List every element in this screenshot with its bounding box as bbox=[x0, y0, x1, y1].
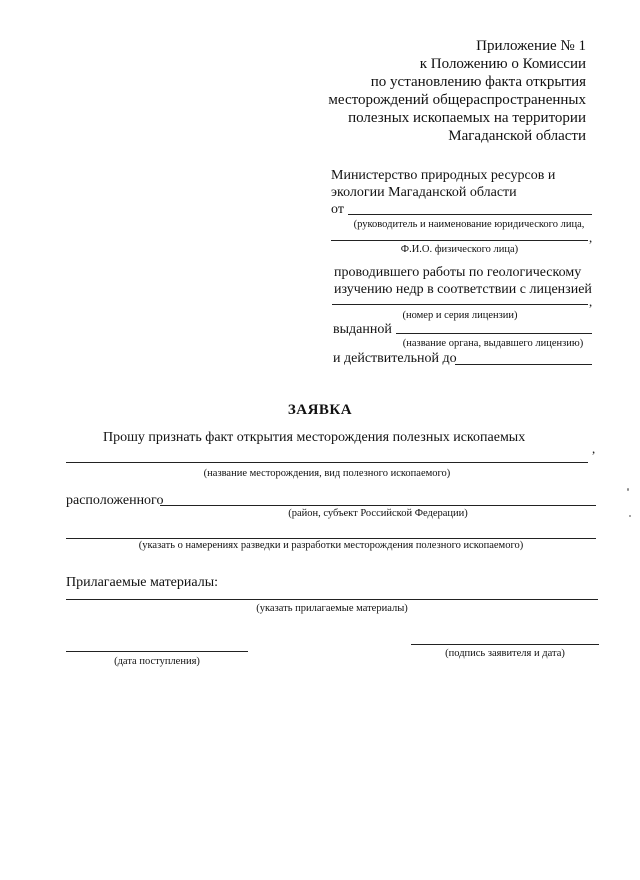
caption-legal-entity: (руководитель и наименование юридического лица, bbox=[353, 219, 585, 230]
issued-label: выданной bbox=[333, 322, 392, 337]
scan-speck bbox=[627, 488, 629, 491]
fio-comma: , bbox=[589, 230, 593, 245]
caption-region: (район, субъект Российской Федерации) bbox=[288, 508, 468, 519]
scan-speck bbox=[629, 515, 631, 517]
works-line-2: изучению недр в соответствии с лицензией bbox=[334, 282, 592, 297]
issued-field-line[interactable] bbox=[396, 333, 592, 334]
caption-materials: (указать прилагаемые материалы) bbox=[256, 603, 408, 614]
appendix-line-3: по установлению факта открытия bbox=[370, 74, 586, 90]
caption-signature: (подпись заявителя и дата) bbox=[445, 648, 565, 659]
appendix-line-5: полезных ископаемых на территории bbox=[348, 110, 586, 126]
license-comma: , bbox=[589, 294, 593, 309]
addressee-line-2: экологии Магаданской области bbox=[331, 185, 517, 200]
appendix-line-2: к Положению о Комиссии bbox=[419, 56, 586, 72]
deposit-field-line[interactable] bbox=[66, 462, 588, 463]
caption-intent: (указать о намерениях разведки и разработки месторождения полезного ископаемого) bbox=[138, 540, 524, 551]
license-field-line[interactable] bbox=[332, 304, 588, 305]
caption-license: (номер и серия лицензии) bbox=[402, 310, 518, 321]
materials-label: Прилагаемые материалы: bbox=[66, 575, 219, 590]
caption-fio: Ф.И.О. физического лица) bbox=[400, 244, 519, 255]
valid-label: и действительной до bbox=[333, 351, 457, 366]
region-field-line[interactable] bbox=[160, 505, 596, 506]
appendix-line-1: Приложение № 1 bbox=[476, 38, 586, 54]
addressee-line-1: Министерство природных ресурсов и bbox=[331, 168, 556, 183]
located-label: расположенного bbox=[66, 493, 164, 508]
valid-field-line[interactable] bbox=[455, 364, 592, 365]
request-text: Прошу признать факт открытия месторождения полезных ископаемых bbox=[103, 430, 526, 445]
from-label: от bbox=[331, 202, 344, 217]
appendix-line-6: Магаданской области bbox=[448, 128, 586, 144]
appendix-line-4: месторождений общераспространенных bbox=[328, 92, 586, 108]
request-comma: , bbox=[592, 441, 596, 456]
signature-field-line[interactable] bbox=[411, 644, 599, 645]
date-field-line[interactable] bbox=[66, 651, 248, 652]
materials-field-line[interactable] bbox=[66, 599, 598, 600]
caption-date: (дата поступления) bbox=[114, 656, 200, 667]
page-title: ЗАЯВКА bbox=[287, 402, 353, 418]
from-field-line[interactable] bbox=[348, 214, 592, 215]
caption-issuer: (название органа, выдавшего лицензию) bbox=[402, 338, 584, 349]
intent-field-line[interactable] bbox=[66, 538, 596, 539]
works-line-1: проводившего работы по геологическому bbox=[334, 265, 582, 280]
caption-deposit: (название месторождения, вид полезного ископаемого) bbox=[203, 468, 451, 479]
fio-field-line[interactable] bbox=[331, 240, 588, 241]
